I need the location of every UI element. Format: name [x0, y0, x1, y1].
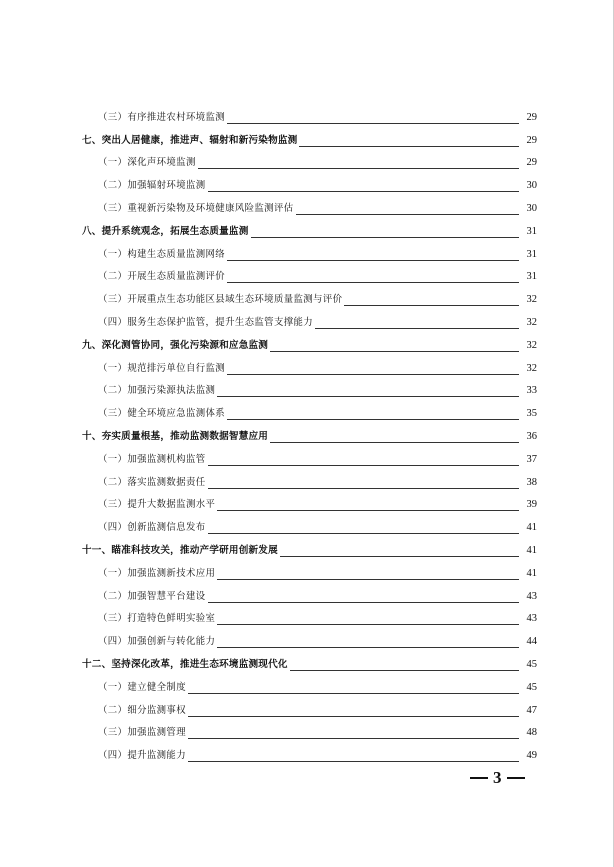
toc-page-number: 31: [526, 248, 537, 260]
toc-chapter-entry[interactable]: [82, 650, 537, 673]
toc-entry-title: （四）提升监测能力: [98, 750, 186, 762]
toc-page-number: 29: [526, 111, 537, 123]
toc-entry-title: （三）重视新污染物及环境健康风险监测评估: [98, 202, 294, 214]
toc-page-number: 32: [526, 362, 537, 374]
toc-section-entry[interactable]: [82, 354, 537, 377]
toc-leader-line: [251, 237, 520, 238]
toc-section-entry[interactable]: [82, 582, 537, 605]
toc-section-entry[interactable]: [82, 445, 537, 468]
toc-page-number: 31: [526, 271, 537, 283]
toc-section-entry[interactable]: [82, 103, 537, 126]
toc-leader-line: [217, 579, 519, 580]
toc-section-entry[interactable]: [82, 194, 537, 217]
toc-leader-line: [188, 716, 519, 717]
toc-leader-line: [188, 761, 519, 762]
toc-section-entry[interactable]: [82, 559, 537, 582]
toc-entry-title: （三）打造特色鲜明实验室: [98, 613, 216, 625]
toc-leader-line: [208, 191, 519, 192]
footer-dash-right: [507, 777, 525, 779]
toc-leader-line: [227, 123, 519, 124]
toc-page-number: 29: [526, 157, 537, 169]
toc-leader-line: [208, 602, 519, 603]
toc-leader-line: [315, 328, 519, 329]
toc-entry-title: （四）加强创新与转化能力: [98, 636, 216, 648]
toc-section-entry[interactable]: [82, 468, 537, 491]
toc-entry-title: （一）深化声环境监测: [98, 157, 196, 169]
page-number: 3: [493, 768, 502, 787]
toc-entry-title: （一）构建生态质量监测网络: [98, 248, 226, 260]
toc-page-number: 33: [526, 385, 537, 397]
toc-page-number: 49: [526, 750, 537, 762]
toc-section-entry[interactable]: [82, 171, 537, 194]
toc-entry-title: （三）有序推进农村环境监测: [98, 111, 226, 123]
toc-page-number: 45: [526, 658, 537, 670]
toc-page-number: 41: [526, 522, 537, 534]
toc-entry-title: （三）提升大数据监测水平: [98, 499, 216, 511]
toc-entry-title: （一）加强监测机构监管: [98, 453, 206, 465]
toc-section-entry[interactable]: [82, 741, 537, 764]
toc-entry-title: （三）健全环境应急监测体系: [98, 408, 226, 420]
toc-page-number: 41: [526, 567, 537, 579]
toc-page-number: 45: [526, 681, 537, 693]
toc-page-number: 32: [526, 339, 537, 351]
toc-section-entry[interactable]: [82, 308, 537, 331]
toc-entry-title: 七、突出人居健康，推进声、辐射和新污染物监测: [82, 134, 298, 146]
toc-leader-line: [299, 146, 519, 147]
toc-leader-line: [280, 556, 519, 557]
toc-section-entry[interactable]: [82, 719, 537, 742]
toc-entry-title: （一）规范排污单位自行监测: [98, 362, 226, 374]
toc-leader-line: [188, 693, 519, 694]
toc-entry-title: 八、提升系统观念，拓展生态质量监测: [82, 225, 249, 237]
table-of-contents: [82, 103, 537, 764]
toc-section-entry[interactable]: [82, 149, 537, 172]
toc-entry-title: 十一、瞄准科技攻关，推动产学研用创新发展: [82, 544, 278, 556]
toc-section-entry[interactable]: [82, 263, 537, 286]
toc-entry-title: （四）服务生态保护监管，提升生态监管支撑能力: [98, 316, 314, 328]
toc-entry-title: （一）建立健全制度: [98, 681, 186, 693]
toc-chapter-entry[interactable]: [82, 331, 537, 354]
toc-leader-line: [270, 351, 519, 352]
toc-entry-title: （一）加强监测新技术应用: [98, 567, 216, 579]
toc-entry-title: 十、夯实质量根基，推动监测数据智慧应用: [82, 430, 269, 442]
toc-leader-line: [227, 419, 519, 420]
toc-entry-title: 十二、坚持深化改革，推进生态环境监测现代化: [82, 658, 288, 670]
toc-section-entry[interactable]: [82, 377, 537, 400]
toc-leader-line: [290, 670, 519, 671]
toc-entry-title: 九、深化测管协同，强化污染源和应急监测: [82, 339, 269, 351]
toc-chapter-entry[interactable]: [82, 536, 537, 559]
toc-entry-title: （二）细分监测事权: [98, 704, 186, 716]
toc-leader-line: [198, 168, 519, 169]
toc-page-number: 48: [526, 727, 537, 739]
toc-page-number: 35: [526, 408, 537, 420]
toc-page-number: 41: [526, 544, 537, 556]
toc-page-number: 32: [526, 316, 537, 328]
toc-page-number: 43: [526, 613, 537, 625]
toc-leader-line: [227, 374, 519, 375]
toc-page-number: 29: [526, 134, 537, 146]
toc-leader-line: [217, 624, 519, 625]
toc-section-entry[interactable]: [82, 491, 537, 514]
toc-entry-title: （二）加强辐射环境监测: [98, 180, 206, 192]
toc-page-number: 31: [526, 225, 537, 237]
page-footer: [470, 768, 525, 788]
toc-section-entry[interactable]: [82, 627, 537, 650]
toc-section-entry[interactable]: [82, 696, 537, 719]
toc-chapter-entry[interactable]: [82, 422, 537, 445]
toc-page-number: 44: [526, 636, 537, 648]
toc-leader-line: [227, 260, 519, 261]
toc-page-number: 39: [526, 499, 537, 511]
toc-entry-title: （三）开展重点生态功能区县域生态环境质量监测与评价: [98, 294, 343, 306]
toc-leader-line: [227, 282, 519, 283]
toc-page-number: 36: [526, 430, 537, 442]
toc-leader-line: [217, 510, 519, 511]
toc-entry-title: （二）加强污染源执法监测: [98, 385, 216, 397]
toc-page-number: 43: [526, 590, 537, 602]
toc-section-entry[interactable]: [82, 513, 537, 536]
toc-section-entry[interactable]: [82, 240, 537, 263]
toc-chapter-entry[interactable]: [82, 126, 537, 149]
toc-leader-line: [270, 442, 519, 443]
toc-leader-line: [217, 647, 519, 648]
toc-entry-title: （二）开展生态质量监测评价: [98, 271, 226, 283]
toc-entry-title: （二）加强智慧平台建设: [98, 590, 206, 602]
toc-page-number: 30: [526, 180, 537, 192]
toc-leader-line: [296, 214, 519, 215]
toc-entry-title: （四）创新监测信息发布: [98, 522, 206, 534]
toc-entry-title: （三）加强监测管理: [98, 727, 186, 739]
toc-section-entry[interactable]: [82, 285, 537, 308]
toc-leader-line: [208, 488, 519, 489]
toc-chapter-entry[interactable]: [82, 217, 537, 240]
toc-page-number: 30: [526, 202, 537, 214]
toc-page-number: 47: [526, 704, 537, 716]
footer-dash-left: [470, 777, 488, 779]
toc-leader-line: [344, 305, 519, 306]
toc-section-entry[interactable]: [82, 605, 537, 628]
toc-page-number: 38: [526, 476, 537, 488]
toc-leader-line: [208, 465, 519, 466]
toc-section-entry[interactable]: [82, 399, 537, 422]
toc-leader-line: [188, 738, 519, 739]
toc-page-number: 37: [526, 453, 537, 465]
toc-page-number: 32: [526, 294, 537, 306]
toc-section-entry[interactable]: [82, 673, 537, 696]
toc-leader-line: [208, 533, 519, 534]
toc-leader-line: [217, 396, 519, 397]
toc-entry-title: （二）落实监测数据责任: [98, 476, 206, 488]
